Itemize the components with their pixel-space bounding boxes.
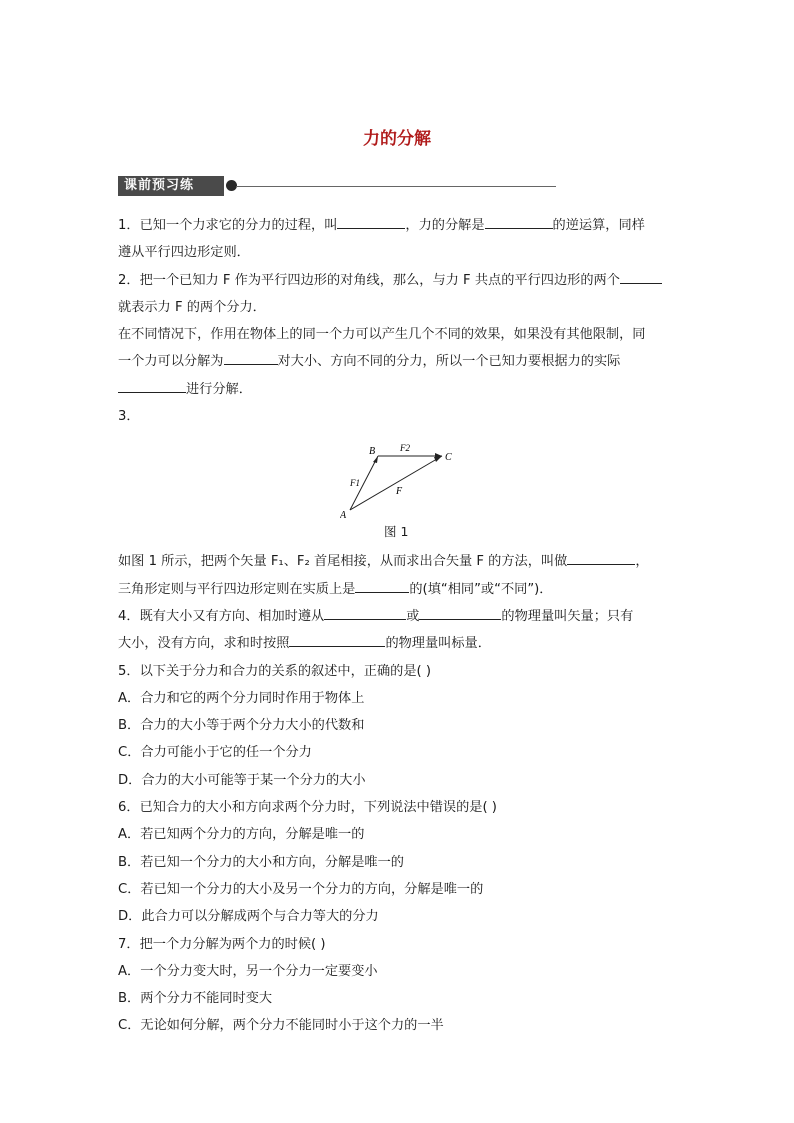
q5-option-d: D．合力的大小可能等于某一个分力的大小 <box>118 772 366 788</box>
figure-1 <box>118 430 680 548</box>
q6-option-a: A．若已知两个分力的方向，分解是唯一的 <box>118 827 365 843</box>
q3-number: 3． <box>118 409 140 425</box>
figure-caption: 图 1 <box>384 524 409 540</box>
questions <box>118 212 680 1040</box>
q7-stem: 7．把一个力分解为两个力的时候( ) <box>118 936 326 952</box>
label-f1: F1 <box>350 478 360 489</box>
q5-option-a: A．合力和它的两个分力同时作用于物体上 <box>118 690 365 706</box>
q6-option-d: D．此合力可以分解成两个与合力等大的分力 <box>118 909 379 925</box>
q7-option-b: B．两个分力不能同时变大 <box>118 991 273 1007</box>
q3-blank-2 <box>355 578 409 593</box>
q1-line1: 1．已知一个力求它的分力的过程，叫 ，力的分解是 的逆运算，同样 <box>118 212 680 239</box>
q4-line2: 大小，没有方向，求和时按照 的物理量叫标量． <box>118 630 680 657</box>
q2-line5: 进行分解． <box>118 376 680 403</box>
q2-line3: 在不同情况下，作用在物体上的同一个力可以产生几个不同的效果，如果没有其他限制，同 <box>118 327 646 343</box>
label-b: B <box>369 446 376 458</box>
q2-blank-3 <box>118 378 186 393</box>
q3-line2: 三角形定则与平行四边形定则在实质上是 的(填“相同”或“不同”)． <box>118 576 680 603</box>
q1-blank-2 <box>485 214 553 229</box>
q6-option-c: C．若已知一个分力的大小及另一个分力的方向，分解是唯一的 <box>118 881 484 897</box>
f-arrowhead-icon <box>434 456 442 462</box>
q2-line2: 就表示力 F 的两个分力． <box>118 299 266 315</box>
f1-arrowhead-icon <box>373 456 378 463</box>
label-f: F <box>396 486 403 498</box>
q6-stem: 6．已知合力的大小和方向求两个分力时，下列说法中错误的是( ) <box>118 800 497 816</box>
q2-line1: 2．把一个已知力 F 作为平行四边形的对角线，那么，与力 F 共点的平行四边形的两个 <box>118 267 680 294</box>
q7-option-c: C．无论如何分解，两个分力不能同时小于这个力的一半 <box>118 1018 444 1034</box>
label-a: A <box>340 510 347 521</box>
section-label: 课前预习练 <box>118 176 224 196</box>
q1-line2: 遵从平行四边形定则． <box>118 245 250 261</box>
page-title: 力的分解 <box>363 129 431 149</box>
q4-blank-1 <box>324 605 406 620</box>
q4-blank-3 <box>289 632 385 647</box>
q5-stem: 5．以下关于分力和合力的关系的叙述中，正确的是( ) <box>118 663 431 679</box>
q5-option-c: C．合力可能小于它的任一个分力 <box>118 745 312 761</box>
q6-option-b: B．若已知一个分力的大小和方向，分解是唯一的 <box>118 854 404 870</box>
label-c: C <box>445 452 452 464</box>
q2-blank-1 <box>620 269 662 284</box>
section-divider <box>236 186 556 187</box>
q4-line1: 4．既有大小又有方向、相加时遵从 或 的物理量叫矢量；只有 <box>118 603 680 630</box>
q3-line1: 如图 1 所示，把两个矢量 F₁、F₂ 首尾相接，从而求出合矢量 F 的方法，叫做 ， <box>118 548 680 575</box>
label-f2: F2 <box>400 443 410 454</box>
q2-blank-2 <box>224 350 278 365</box>
vector-triangle-diagram <box>340 432 470 520</box>
q4-blank-2 <box>419 605 501 620</box>
q3-blank-1 <box>567 550 635 565</box>
q7-option-a: A．一个分力变大时，另一个分力一定要变小 <box>118 963 378 979</box>
q5-option-b: B．合力的大小等于两个分力大小的代数和 <box>118 718 365 734</box>
q1-blank-1 <box>337 214 405 229</box>
q2-line4: 一个力可以分解为 对大小、方向不同的分力，所以一个已知力要根据力的实际 <box>118 348 680 375</box>
